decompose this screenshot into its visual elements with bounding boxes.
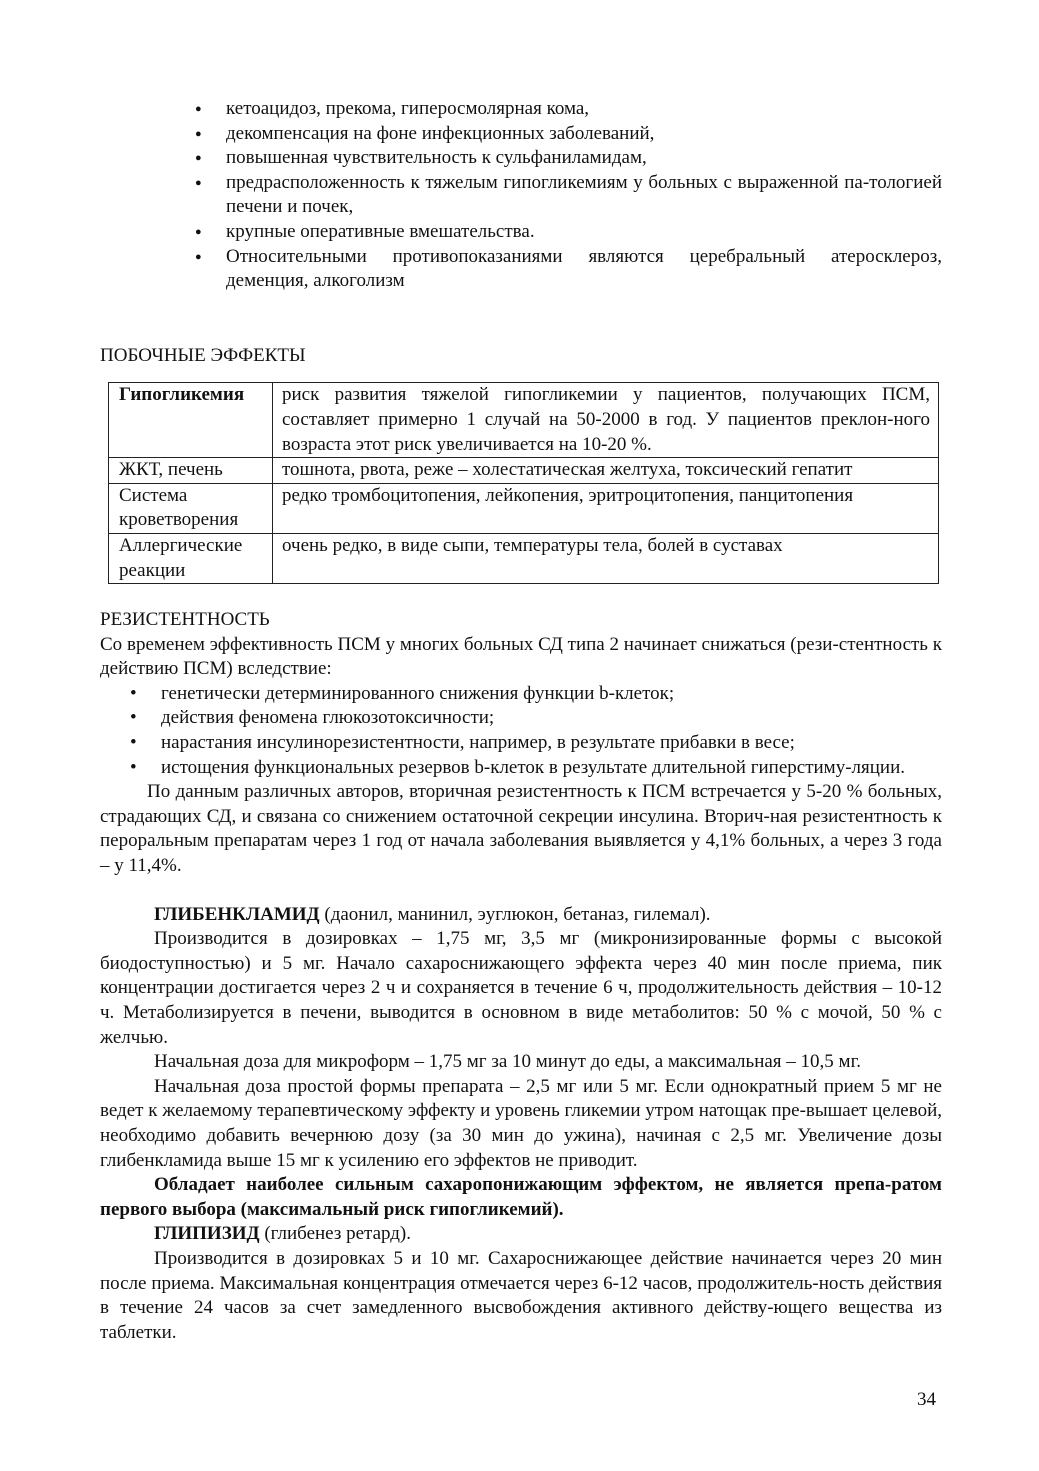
list-item: • действия феномена глюкозотоксичности; [100, 706, 942, 731]
glipizide-heading [100, 1222, 942, 1247]
glibenclamide-heading [100, 903, 942, 928]
list-item: ● Относительными противопоказаниями являются церебральный атеросклероз, деменция, алкоголизм [100, 245, 942, 294]
glibenclamide-note: Обладает наиболее сильным сахаропонижающим эффектом, не является препа-ратом первого выбора (максимальный риск гипогликемий). [100, 1174, 942, 1220]
page-content [100, 97, 942, 1345]
side-effects-heading: ПОБОЧНЫЕ ЭФФЕКТЫ [100, 344, 306, 366]
list-item: ● декомпенсация на фоне инфекционных заболеваний, [100, 122, 942, 147]
glibenclamide-paragraph: Начальная доза для микроформ – 1,75 мг за 10 минут до еды, а максимальная – 10,5 мг. [154, 1051, 861, 1073]
side-effects-table [108, 382, 939, 584]
table-row [109, 383, 939, 458]
glibenclamide-paragraph: Производится в дозировках – 1,75 мг, 3,5 мг (микронизированные формы с высокой биодоступностью) и 5 мг. Начало сахароснижающего эффекта через 40 мин после приема, пик концентрации достигается через 2 ч и сохраняется в течение 6 ч, продолжительность действия – 10-12 ч. Метаболизируется в печени, выводится в основном в виде метаболитов: 50 % с мочой, 50 % с желчью. [100, 928, 942, 1048]
resistance-causes-list [100, 682, 942, 780]
effect-name-cell: Гипогликемия [109, 383, 273, 458]
effect-name-cell: Аллергические реакции [109, 533, 273, 583]
list-item: • генетически детерминированного снижения функции b-клеток; [100, 682, 942, 707]
drug-title: ГЛИПИЗИД [154, 1223, 260, 1245]
resistance-heading: РЕЗИСТЕНТНОСТЬ [100, 609, 270, 631]
resistance-paragraph: По данным различных авторов, вторичная резистентность к ПСМ встречается у 5-20 % больных, страдающих СД, и связана со снижением остаточной секреции инсулина. Вторич-ная резистентность к пероральным препаратам через 1 год от начала заболевания выявляется у 4,1% больных, а через 3 года – у 11,4%. [100, 781, 942, 877]
table-row [109, 458, 939, 484]
effect-name-cell: ЖКТ, печень [109, 458, 273, 484]
effect-name-cell: Система кроветворения [109, 483, 273, 533]
effect-text-cell: тошнота, рвота, реже – холестатическая желтуха, токсический гепатит [273, 458, 939, 484]
glipizide-paragraph: Производится в дозировках 5 и 10 мг. Сахароснижающее действие начинается через 20 мин после приема. Максимальная концентрация отмечается через 6-12 часов, продолжитель-ность действия в течение 24 часов за счет замедленного высвобождения активного действу-ющего вещества из таблетки. [100, 1247, 942, 1343]
resistance-intro: Со временем эффективность ПСМ у многих больных СД типа 2 начинает снижаться (рези-стентность к действию ПСМ) вследствие: [100, 633, 942, 680]
list-item: ● предрасположенность к тяжелым гипогликемиям у больных с выраженной па-тологией печени и почек, [100, 171, 942, 220]
table-row [109, 533, 939, 583]
list-item: ● крупные оперативные вмешательства. [100, 220, 942, 245]
glibenclamide-paragraph: Начальная доза простой формы препарата – 2,5 мг или 5 мг. Если однократный прием 5 мг не ведет к желаемому терапевтическому эффекту и уровень гликемии утром натощак пре-вышает целевой, необходимо добавить вечернюю дозу (за 30 мин до ужина), начиная с 2,5 мг. Увеличение дозы глибенкламида выше 15 мг к усилению его эффектов не приводит. [100, 1075, 942, 1171]
page-number: 34 [917, 1389, 936, 1410]
drug-synonyms: (даонил, манинил, эуглюкон, бетаназ, гилемал). [319, 903, 711, 925]
contraindications-list [100, 97, 942, 294]
drug-synonyms: (глибенез ретард). [259, 1223, 411, 1245]
effect-text-cell: редко тромбоцитопения, лейкопения, эритроцитопения, панцитопения [273, 483, 939, 533]
list-item: • нарастания инсулинорезистентности, например, в результате прибавки в весе; [100, 731, 942, 756]
table-row [109, 483, 939, 533]
effect-text-cell: риск развития тяжелой гипогликемии у пациентов, получающих ПСМ, составляет примерно 1 случай на 50-2000 в год. У пациентов преклон-ного возраста этот риск увеличивается на 10-20 %. [273, 383, 939, 458]
drug-title: ГЛИБЕНКЛАМИД [154, 903, 320, 925]
list-item: ● кетоацидоз, прекома, гиперосмолярная кома, [100, 97, 942, 122]
list-item: • истощения функциональных резервов b-клеток в результате длительной гиперстиму-ляции. [100, 756, 942, 781]
effect-text-cell: очень редко, в виде сыпи, температуры тела, болей в суставах [273, 533, 939, 583]
list-item: ● повышенная чувствительность к сульфаниламидам, [100, 146, 942, 171]
